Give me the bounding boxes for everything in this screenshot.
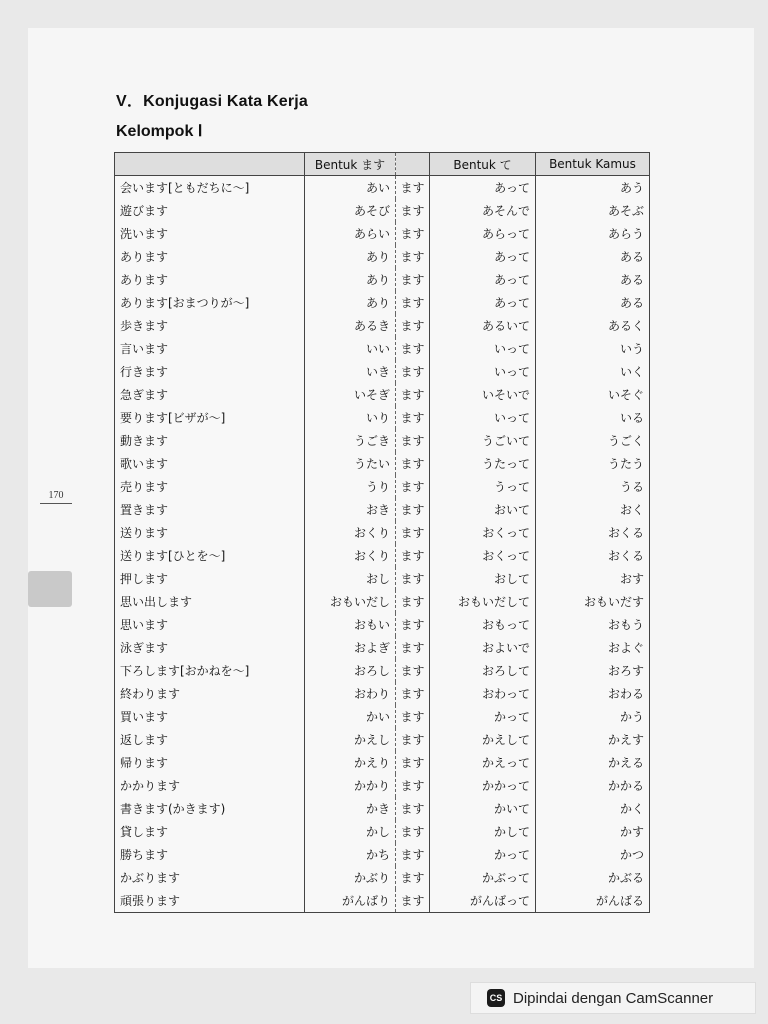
table-row xyxy=(115,774,650,797)
table-row xyxy=(115,475,650,498)
verb-cell: 下ろします[おかねを～] xyxy=(115,659,305,682)
masu-suffix-cell: ます xyxy=(396,291,430,314)
te-form-cell: あらって xyxy=(430,222,536,245)
masu-suffix-cell: ます xyxy=(396,475,430,498)
masu-suffix-cell: ます xyxy=(396,268,430,291)
masu-suffix-cell: ます xyxy=(396,682,430,705)
masu-suffix-cell: ます xyxy=(396,544,430,567)
masu-stem-cell: うたい xyxy=(305,452,396,475)
masu-stem-cell: あらい xyxy=(305,222,396,245)
dictionary-form-cell: うたう xyxy=(536,452,650,475)
dictionary-form-cell: いる xyxy=(536,406,650,429)
dictionary-form-cell: うごく xyxy=(536,429,650,452)
chapter-tab-marker xyxy=(28,571,72,607)
masu-stem-cell: かち xyxy=(305,843,396,866)
verb-cell: あります[おまつりが～] xyxy=(115,291,305,314)
masu-suffix-cell: ます xyxy=(396,590,430,613)
table-row xyxy=(115,429,650,452)
table-row xyxy=(115,406,650,429)
header-verb xyxy=(115,153,305,176)
verb-cell: 送ります[ひとを～] xyxy=(115,544,305,567)
masu-stem-cell: おもいだし xyxy=(305,590,396,613)
te-form-cell: あって xyxy=(430,176,536,200)
te-form-cell: うって xyxy=(430,475,536,498)
masu-stem-cell: あるき xyxy=(305,314,396,337)
dictionary-form-cell: かぶる xyxy=(536,866,650,889)
masu-suffix-cell: ます xyxy=(396,498,430,521)
scanner-watermark xyxy=(470,982,756,1014)
verb-cell: 帰ります xyxy=(115,751,305,774)
verb-cell: 洗います xyxy=(115,222,305,245)
verb-cell: 歩きます xyxy=(115,314,305,337)
verb-cell: 行きます xyxy=(115,360,305,383)
masu-stem-cell: おわり xyxy=(305,682,396,705)
verb-cell: 遊びます xyxy=(115,199,305,222)
verb-cell: 売ります xyxy=(115,475,305,498)
table-row xyxy=(115,636,650,659)
te-form-cell: かいて xyxy=(430,797,536,820)
scanner-watermark-text: Dipindai dengan CamScanner xyxy=(513,989,714,1007)
table-row xyxy=(115,314,650,337)
table-row xyxy=(115,751,650,774)
verb-cell: 押します xyxy=(115,567,305,590)
te-form-cell: あるいて xyxy=(430,314,536,337)
te-form-cell: うたって xyxy=(430,452,536,475)
masu-stem-cell: おもい xyxy=(305,613,396,636)
te-form-cell: いそいで xyxy=(430,383,536,406)
masu-suffix-cell: ます xyxy=(396,636,430,659)
header-te-form: Bentuk て xyxy=(430,153,536,176)
table-row xyxy=(115,199,650,222)
header-masu-suffix xyxy=(396,153,430,176)
masu-suffix-cell: ます xyxy=(396,383,430,406)
table-row xyxy=(115,682,650,705)
table-row xyxy=(115,866,650,889)
table-row xyxy=(115,544,650,567)
masu-suffix-cell: ます xyxy=(396,199,430,222)
camscanner-logo-icon: CS xyxy=(487,989,505,1007)
verb-cell: 返します xyxy=(115,728,305,751)
te-form-cell: おして xyxy=(430,567,536,590)
te-form-cell: いって xyxy=(430,406,536,429)
masu-suffix-cell: ます xyxy=(396,222,430,245)
verb-cell: かかります xyxy=(115,774,305,797)
verb-cell: 買います xyxy=(115,705,305,728)
dictionary-form-cell: うる xyxy=(536,475,650,498)
table-row xyxy=(115,659,650,682)
verb-cell: あります xyxy=(115,268,305,291)
masu-stem-cell: あり xyxy=(305,268,396,291)
te-form-cell: うごいて xyxy=(430,429,536,452)
verb-cell: 動きます xyxy=(115,429,305,452)
verb-cell: 歌います xyxy=(115,452,305,475)
table-row xyxy=(115,360,650,383)
masu-suffix-cell: ます xyxy=(396,797,430,820)
te-form-cell: いって xyxy=(430,360,536,383)
te-form-cell: おくって xyxy=(430,544,536,567)
verb-cell: かぶります xyxy=(115,866,305,889)
te-form-cell: おわって xyxy=(430,682,536,705)
header-masu-form: Bentuk ます xyxy=(305,153,396,176)
masu-suffix-cell: ます xyxy=(396,613,430,636)
verb-cell: 書きます(かきます) xyxy=(115,797,305,820)
dictionary-form-cell: かえる xyxy=(536,751,650,774)
dictionary-form-cell: かつ xyxy=(536,843,650,866)
verb-cell: 貸します xyxy=(115,820,305,843)
table-row xyxy=(115,498,650,521)
masu-suffix-cell: ます xyxy=(396,176,430,200)
dictionary-form-cell: おく xyxy=(536,498,650,521)
dictionary-form-cell: おくる xyxy=(536,544,650,567)
masu-suffix-cell: ます xyxy=(396,889,430,913)
dictionary-form-cell: おもう xyxy=(536,613,650,636)
te-form-cell: あって xyxy=(430,268,536,291)
section-title: V．Konjugasi Kata Kerja xyxy=(116,93,309,110)
verb-cell: 泳ぎます xyxy=(115,636,305,659)
masu-stem-cell: あり xyxy=(305,291,396,314)
masu-suffix-cell: ます xyxy=(396,866,430,889)
verb-cell: 置きます xyxy=(115,498,305,521)
verb-cell: 急ぎます xyxy=(115,383,305,406)
dictionary-form-cell: おくる xyxy=(536,521,650,544)
masu-stem-cell: かえし xyxy=(305,728,396,751)
masu-suffix-cell: ます xyxy=(396,245,430,268)
te-form-cell: おもいだして xyxy=(430,590,536,613)
table-row xyxy=(115,567,650,590)
masu-suffix-cell: ます xyxy=(396,360,430,383)
verb-cell: あります xyxy=(115,245,305,268)
te-form-cell: おろして xyxy=(430,659,536,682)
masu-suffix-cell: ます xyxy=(396,820,430,843)
te-form-cell: かかって xyxy=(430,774,536,797)
dictionary-form-cell: あう xyxy=(536,176,650,200)
masu-stem-cell: あそび xyxy=(305,199,396,222)
table-row xyxy=(115,222,650,245)
te-form-cell: かって xyxy=(430,705,536,728)
table-row xyxy=(115,245,650,268)
dictionary-form-cell: おわる xyxy=(536,682,650,705)
table-row xyxy=(115,452,650,475)
verb-cell: 勝ちます xyxy=(115,843,305,866)
table-row xyxy=(115,176,650,200)
verb-cell: 思い出します xyxy=(115,590,305,613)
masu-stem-cell: かえり xyxy=(305,751,396,774)
masu-stem-cell: およぎ xyxy=(305,636,396,659)
dictionary-form-cell: かう xyxy=(536,705,650,728)
masu-suffix-cell: ます xyxy=(396,751,430,774)
masu-suffix-cell: ます xyxy=(396,429,430,452)
te-form-cell: おくって xyxy=(430,521,536,544)
te-form-cell: かぶって xyxy=(430,866,536,889)
verb-conjugation-table xyxy=(114,152,650,913)
te-form-cell: おもって xyxy=(430,613,536,636)
dictionary-form-cell: いう xyxy=(536,337,650,360)
te-form-cell: がんばって xyxy=(430,889,536,913)
table-row xyxy=(115,337,650,360)
verb-cell: 終わります xyxy=(115,682,305,705)
dictionary-form-cell: あらう xyxy=(536,222,650,245)
masu-stem-cell: かし xyxy=(305,820,396,843)
masu-stem-cell: あり xyxy=(305,245,396,268)
te-form-cell: おいて xyxy=(430,498,536,521)
te-form-cell: およいで xyxy=(430,636,536,659)
table-header-row xyxy=(115,153,650,176)
masu-stem-cell: いそぎ xyxy=(305,383,396,406)
dictionary-form-cell: おもいだす xyxy=(536,590,650,613)
table-row xyxy=(115,843,650,866)
masu-suffix-cell: ます xyxy=(396,337,430,360)
group-title: Kelompok Ⅰ xyxy=(116,123,203,140)
masu-suffix-cell: ます xyxy=(396,705,430,728)
dictionary-form-cell: ある xyxy=(536,268,650,291)
masu-suffix-cell: ます xyxy=(396,774,430,797)
masu-stem-cell: うり xyxy=(305,475,396,498)
masu-stem-cell: おし xyxy=(305,567,396,590)
dictionary-form-cell: いく xyxy=(536,360,650,383)
masu-suffix-cell: ます xyxy=(396,567,430,590)
masu-stem-cell: がんばり xyxy=(305,889,396,913)
verb-cell: 言います xyxy=(115,337,305,360)
masu-suffix-cell: ます xyxy=(396,843,430,866)
table-body xyxy=(115,176,650,913)
masu-stem-cell: おろし xyxy=(305,659,396,682)
masu-suffix-cell: ます xyxy=(396,659,430,682)
masu-suffix-cell: ます xyxy=(396,521,430,544)
masu-stem-cell: いり xyxy=(305,406,396,429)
header-dictionary-form: Bentuk Kamus xyxy=(536,153,650,176)
masu-stem-cell: かい xyxy=(305,705,396,728)
dictionary-form-cell: あるく xyxy=(536,314,650,337)
table-row xyxy=(115,383,650,406)
table-row xyxy=(115,705,650,728)
verb-cell: 会います[ともだちに～] xyxy=(115,176,305,200)
te-form-cell: いって xyxy=(430,337,536,360)
te-form-cell: あそんで xyxy=(430,199,536,222)
table-row xyxy=(115,728,650,751)
te-form-cell: かえして xyxy=(430,728,536,751)
te-form-cell: あって xyxy=(430,245,536,268)
dictionary-form-cell: がんばる xyxy=(536,889,650,913)
masu-stem-cell: かかり xyxy=(305,774,396,797)
table-row xyxy=(115,590,650,613)
masu-suffix-cell: ます xyxy=(396,406,430,429)
te-form-cell: かえって xyxy=(430,751,536,774)
masu-stem-cell: かぶり xyxy=(305,866,396,889)
verb-cell: 思います xyxy=(115,613,305,636)
dictionary-form-cell: おす xyxy=(536,567,650,590)
dictionary-form-cell: およぐ xyxy=(536,636,650,659)
dictionary-form-cell: ある xyxy=(536,245,650,268)
verb-cell: 要ります[ビザが～] xyxy=(115,406,305,429)
verb-cell: 送ります xyxy=(115,521,305,544)
te-form-cell: かして xyxy=(430,820,536,843)
masu-stem-cell: おくり xyxy=(305,544,396,567)
masu-suffix-cell: ます xyxy=(396,314,430,337)
table-row xyxy=(115,291,650,314)
masu-suffix-cell: ます xyxy=(396,452,430,475)
dictionary-form-cell: かえす xyxy=(536,728,650,751)
table-row xyxy=(115,820,650,843)
dictionary-form-cell: いそぐ xyxy=(536,383,650,406)
te-form-cell: あって xyxy=(430,291,536,314)
table-row xyxy=(115,268,650,291)
dictionary-form-cell: おろす xyxy=(536,659,650,682)
masu-stem-cell: いき xyxy=(305,360,396,383)
page-number: 170 xyxy=(40,490,72,504)
dictionary-form-cell: ある xyxy=(536,291,650,314)
table-row xyxy=(115,797,650,820)
table-row xyxy=(115,889,650,913)
dictionary-form-cell: かく xyxy=(536,797,650,820)
masu-stem-cell: いい xyxy=(305,337,396,360)
masu-stem-cell: おき xyxy=(305,498,396,521)
masu-stem-cell: うごき xyxy=(305,429,396,452)
dictionary-form-cell: あそぶ xyxy=(536,199,650,222)
masu-stem-cell: おくり xyxy=(305,521,396,544)
masu-stem-cell: かき xyxy=(305,797,396,820)
verb-cell: 頑張ります xyxy=(115,889,305,913)
te-form-cell: かって xyxy=(430,843,536,866)
dictionary-form-cell: かかる xyxy=(536,774,650,797)
table-row xyxy=(115,613,650,636)
masu-suffix-cell: ます xyxy=(396,728,430,751)
dictionary-form-cell: かす xyxy=(536,820,650,843)
table-row xyxy=(115,521,650,544)
masu-stem-cell: あい xyxy=(305,176,396,200)
